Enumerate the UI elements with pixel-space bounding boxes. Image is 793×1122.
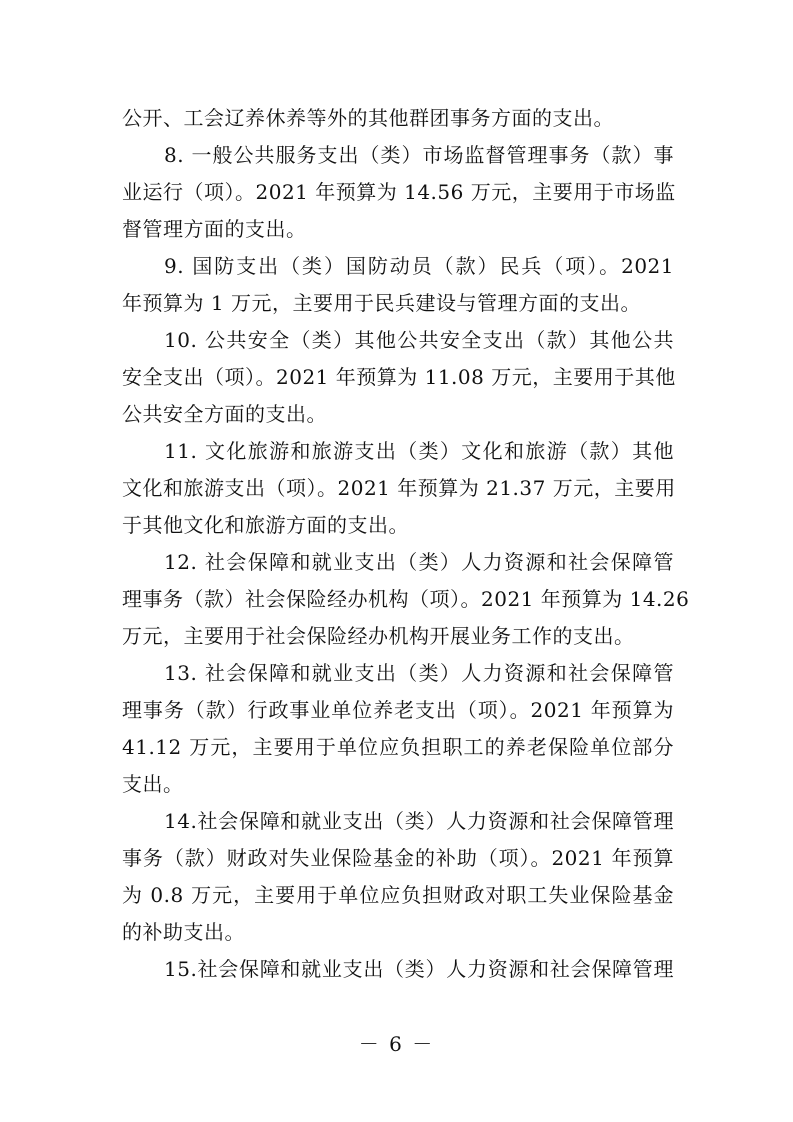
text-line: 年预算为 1 万元，主要用于民兵建设与管理方面的支出。 [122, 291, 641, 315]
text-line: 12. 社会保障和就业支出（类）人力资源和社会保障管 [164, 550, 674, 574]
text-line: 41.12 万元，主要用于单位应负担职工的养老保险单位部分 [122, 735, 674, 759]
text-line: 万元，主要用于社会保险经办机构开展业务工作的支出。 [122, 624, 635, 648]
text-line: 于其他文化和旅游方面的支出。 [122, 513, 409, 537]
text-line: 8. 一般公共服务支出（类）市场监督管理事务（款）事 [164, 143, 674, 167]
text-line: 安全支出（项）。2021 年预算为 11.08 万元，主要用于其他 [122, 365, 676, 389]
text-line: 业运行（项）。2021 年预算为 14.56 万元，主要用于市场监 [122, 180, 676, 204]
text-line: 督管理方面的支出。 [122, 217, 307, 241]
text-line: 14.社会保障和就业支出（类）人力资源和社会保障管理 [164, 809, 674, 833]
text-line: 11. 文化旅游和旅游支出（类）文化和旅游（款）其他 [164, 439, 674, 463]
text-line: 文化和旅游支出（项）。2021 年预算为 21.37 万元，主要用 [122, 476, 676, 500]
text-line: 9. 国防支出（类）国防动员（款）民兵（项）。2021 [164, 254, 674, 278]
text-line: 10. 公共安全（类）其他公共安全支出（款）其他公共 [164, 328, 674, 352]
text-line: 事务（款）财政对失业保险基金的补助（项）。2021 年预算 [122, 846, 674, 870]
text-line: 公开、工会辽养休养等外的其他群团事务方面的支出。 [122, 106, 614, 130]
text-line: 公共安全方面的支出。 [122, 402, 327, 426]
text-line: 的补助支出。 [122, 920, 245, 944]
page-number: － 6 － [358, 1032, 435, 1056]
text-line: 理事务（款）社会保险经办机构（项）。2021 年预算为 14.26 [122, 587, 690, 611]
body-text [122, 100, 690, 988]
text-line: 理事务（款）行政事业单位养老支出（项）。2021 年预算为 [122, 698, 674, 722]
text-line: 支出。 [122, 772, 184, 796]
text-line: 13. 社会保障和就业支出（类）人力资源和社会保障管 [164, 661, 674, 685]
text-line: 15.社会保障和就业支出（类）人力资源和社会保障管理 [164, 957, 674, 981]
text-line: 为 0.8 万元，主要用于单位应负担财政对职工失业保险基金 [122, 883, 674, 907]
